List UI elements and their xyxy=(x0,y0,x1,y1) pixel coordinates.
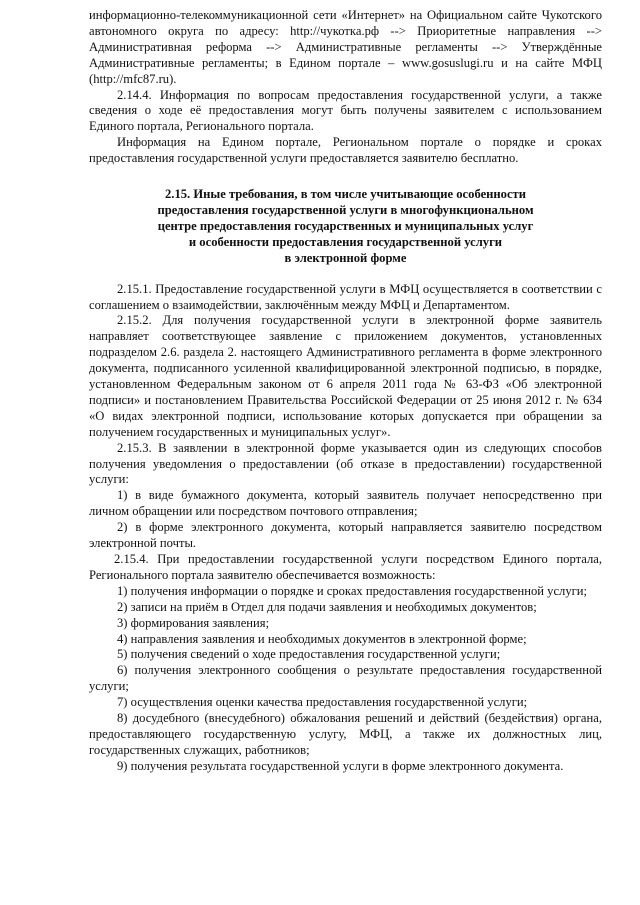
section-heading-2-15 xyxy=(89,187,602,267)
list-item-2-15-4-1: 1) получения информации о порядке и сроках предоставления государственной услуги; xyxy=(117,583,588,598)
heading-line: 2.15. Иные требования, в том числе учитывающие особенности xyxy=(165,187,526,202)
list-item-2-15-4-4: 4) направления заявления и необходимых документов в электронной форме; xyxy=(117,631,527,646)
list-item-2-15-4-2: 2) записи на приём в Отдел для подачи заявления и необходимых документов; xyxy=(117,599,537,614)
list-item-2-15-4-6: 6) получения электронного сообщения о результате предоставления государственной услуги; xyxy=(89,663,602,694)
paragraph-2-14-4: 2.14.4. Информация по вопросам предоставления государственной услуги, а также сведения о ходе её предоставления могут быть получены заявителем с использованием Единого портала, Регионального портала. xyxy=(89,87,602,134)
list-item-2-15-4-5: 5) получения сведений о ходе предоставления государственной услуги; xyxy=(117,647,501,662)
heading-line: предоставления государственной услуги в многофункциональном xyxy=(157,202,534,217)
list-item-2-15-4-8: 8) досудебного (внесудебного) обжалования решений и действий (бездействия) органа, предоставляющего государственную услугу, МФЦ, а также их должностных лиц, государственных служащих, работников; xyxy=(89,711,602,757)
paragraph-2-15-4: 2.15.4. При предоставлении государственной услуги посредством Единого портала, Регионального портала заявителю обеспечивается возможность: xyxy=(89,552,602,582)
heading-line: и особенности предоставления государственной услуги xyxy=(188,234,503,249)
paragraph-2-15-2: 2.15.2. Для получения государственной услуги в электронной форме заявитель направляет соответствующее заявление с приложением документов, установленных подразделом 2.6. раздела 2. настоящего Административного регламента в форме электронного документа, подписанного усиленной квалифицированной электронной подписью, в порядке, установленном Федеральным законом от 6 апреля 2011 года № 63-ФЗ «Об электронной подписи» и постановлением Правительства Российской Федерации от 25 июня 2012 г. № 634 «О видах электронной подписи, использование которых допускается при обращении за получением государственных и муниципальных услуг». xyxy=(89,313,602,439)
list-item-2-15-3-2: 2) в форме электронного документа, который направляется заявителю посредством электронной почты. xyxy=(89,520,602,551)
heading-line: в электронной форме xyxy=(284,250,407,265)
list-item-2-15-4-7: 7) осуществления оценки качества предоставления государственной услуги; xyxy=(117,695,528,710)
intro-paragraph-1: информационно-телекоммуникационной сети «Интернет» на Официальном сайте Чукотского автономного округа по адресу: http://чукотка.рф --> Приоритетные направления --> Административная реформа --> Административные регламенты --> Утверждённые Административные регламенты; в Едином портале – www.gosuslugi.ru и на сайте МФЦ (http://mfc87.ru). xyxy=(89,8,602,86)
list-item-2-15-3-1: 1) в виде бумажного документа, который заявитель получает непосредственно при личном обращении или посредством почтового отправления; xyxy=(89,488,602,519)
paragraph-free-info: Информация на Едином портале, Региональном портале о порядке и сроках предоставления государственной услуги предоставляется заявителю бесплатно. xyxy=(89,135,602,166)
list-item-2-15-4-3: 3) формирования заявления; xyxy=(117,615,270,630)
heading-line: центре предоставления государственных и муниципальных услуг xyxy=(157,218,534,233)
paragraph-2-15-3: 2.15.3. В заявлении в электронной форме указывается один из следующих способов получения уведомления о предоставлении (об отказе в предоставлении) государственной услуги: xyxy=(89,440,602,487)
list-item-2-15-4-9: 9) получения результата государственной услуги в форме электронного документа. xyxy=(117,758,564,773)
paragraph-2-15-1: 2.15.1. Предоставление государственной услуги в МФЦ осуществляется в соответствии с соглашением о взаимодействии, заключённым между МФЦ и Департаментом. xyxy=(89,281,602,312)
